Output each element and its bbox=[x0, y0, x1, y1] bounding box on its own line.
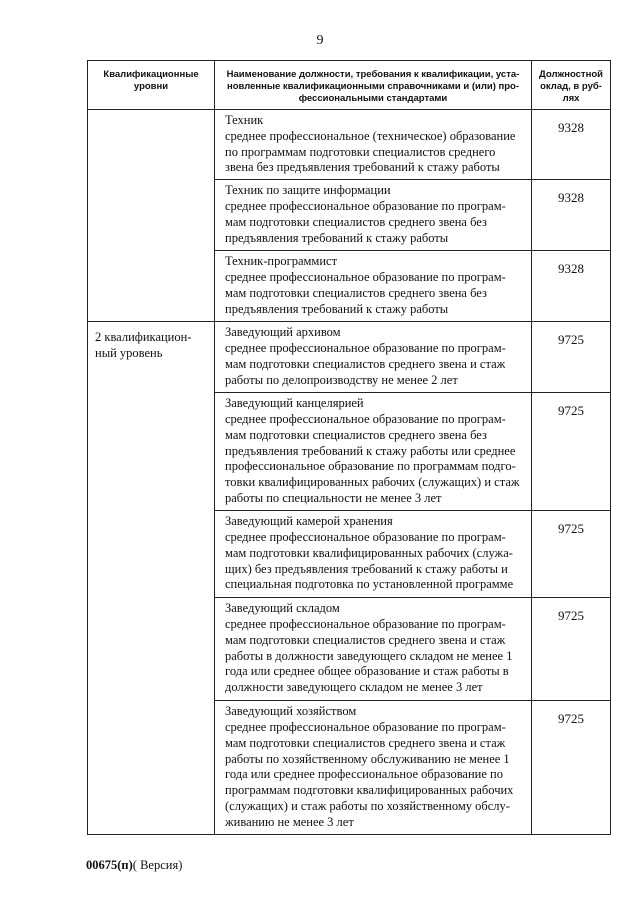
salary-cell bbox=[532, 251, 611, 322]
position-requirements: среднее профессиональное образование по програм- мам подготовки специалистов среднего звена и стаж работы по хозяйственному обслуживанию не менее 1 года или среднее профессиональное образование по программам подготовки квалифицированных рабочих (служащих) и стаж работы по хозяйственному обслу- живанию не менее 3 лет bbox=[225, 719, 514, 829]
position-requirements: среднее профессиональное образование по програм- мам подготовки специалистов среднего звена без предъявления требований к стажу работы bbox=[225, 269, 506, 316]
level-cell bbox=[88, 322, 215, 834]
salary-value: 9328 bbox=[558, 190, 584, 206]
level-cell bbox=[88, 110, 215, 322]
footer-doc-code bbox=[86, 858, 182, 873]
qualification-table bbox=[87, 60, 611, 835]
position-title: Техник по защите информации bbox=[225, 183, 391, 198]
header-position: Наименование должности, требования к квалификации, уста- новленные квалификационными справочниками и (или) про- фессиональными стандартами bbox=[215, 61, 532, 110]
position-cell bbox=[215, 322, 532, 393]
position-cell bbox=[215, 598, 532, 701]
position-requirements: среднее профессиональное образование по програм- мам подготовки специалистов среднего звена без предъявления требований к стажу работы или среднее профессиональное образование по программам подго- товки квалифицированных рабочих (служащих) и стаж работы по специальности не менее 3 лет bbox=[225, 411, 520, 505]
header-level: Квалификационные уровни bbox=[88, 61, 215, 110]
header-salary: Должностной оклад, в руб- лях bbox=[532, 61, 611, 110]
position-title: Заведующий хозяйством bbox=[225, 704, 357, 719]
salary-value: 9725 bbox=[558, 608, 584, 624]
salary-value: 9725 bbox=[558, 403, 584, 419]
position-cell bbox=[215, 110, 532, 180]
position-requirements: среднее профессиональное образование по програм- мам подготовки специалистов среднего звена и стаж работы по делопроизводству не менее 2 лет bbox=[225, 340, 506, 387]
salary-value: 9725 bbox=[558, 332, 584, 348]
position-cell bbox=[215, 180, 532, 251]
table-row bbox=[88, 110, 611, 180]
table-header-row bbox=[88, 61, 611, 110]
position-cell bbox=[215, 511, 532, 598]
salary-cell bbox=[532, 110, 611, 180]
doc-code: 00675(п) bbox=[86, 858, 133, 872]
position-requirements: среднее профессиональное (техническое) образование по программам подготовки специалистов среднего звена без предъявления требований к стажу работы bbox=[225, 128, 516, 175]
salary-value: 9328 bbox=[558, 261, 584, 277]
position-cell bbox=[215, 251, 532, 322]
position-cell bbox=[215, 701, 532, 834]
position-requirements: среднее профессиональное образование по програм- мам подготовки квалифицированных рабочих (служа- щих) без предъявления требований к стажу работы и специальная подготовка по установленной программе bbox=[225, 529, 514, 592]
position-requirements: среднее профессиональное образование по програм- мам подготовки специалистов среднего звена и стаж работы в должности заведующего складом не менее 1 года или среднее общее образование и стаж работы в должности заведующего складом не менее 3 лет bbox=[225, 616, 513, 695]
position-title: Заведующий складом bbox=[225, 601, 340, 616]
position-title: Заведующий архивом bbox=[225, 325, 341, 340]
position-title: Техник bbox=[225, 113, 264, 127]
salary-cell bbox=[532, 322, 611, 393]
position-title: Техник-программист bbox=[225, 254, 338, 269]
salary-value: 9725 bbox=[558, 711, 584, 727]
level-label: 2 квалификацион- ный уровень bbox=[95, 330, 192, 361]
salary-cell bbox=[532, 701, 611, 834]
level-label bbox=[89, 111, 213, 117]
position-requirements: среднее профессиональное образование по програм- мам подготовки специалистов среднего звена без предъявления требований к стажу работы bbox=[225, 198, 506, 245]
salary-cell bbox=[532, 180, 611, 251]
position-cell bbox=[215, 393, 532, 511]
salary-cell bbox=[532, 511, 611, 598]
salary-value: 9725 bbox=[558, 521, 584, 537]
position-title: Заведующий камерой хранения bbox=[225, 514, 393, 529]
salary-cell bbox=[532, 393, 611, 511]
salary-cell bbox=[532, 598, 611, 701]
table-row bbox=[88, 322, 611, 393]
page-number: 9 bbox=[316, 33, 324, 48]
salary-value: 9328 bbox=[558, 120, 584, 135]
position-title: Заведующий канцелярией bbox=[225, 396, 364, 411]
doc-version: ( Версия) bbox=[132, 858, 183, 872]
